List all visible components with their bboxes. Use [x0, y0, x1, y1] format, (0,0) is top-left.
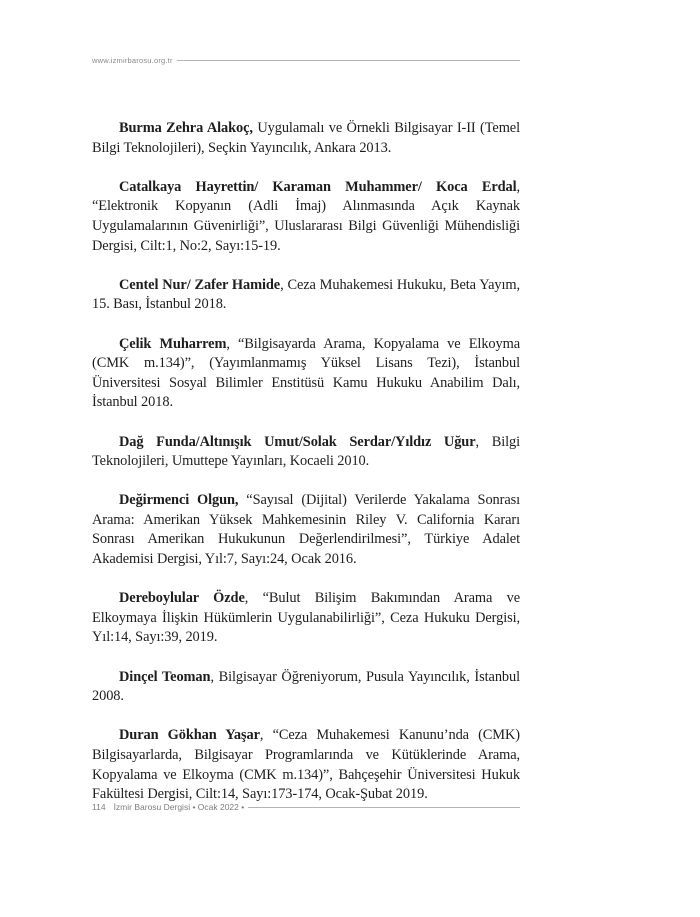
entry-author: Çelik Muharrem — [119, 335, 227, 352]
entry-text: , “Bilgisayarda Arama, Kopyalama ve Elkoyma (CMK m.134)”, (Yayımlanmamış Yüksel Lisans Tezi), İstanbul Üniversitesi Sosyal Bilimler Enstitüsü Kamu Hukuku Anabilim Dalı, İstanbul 2018. — [92, 335, 521, 411]
footer-journal-title: İzmir Barosu Dergisi • Ocak 2022 • — [113, 802, 245, 812]
header-rule — [177, 60, 520, 61]
footer-rule — [248, 807, 520, 808]
bibliography-entry — [92, 668, 520, 707]
bibliography-entry — [92, 335, 520, 413]
entry-text: “Sayısal (Dijital) Verilerde Yakalama Sonrası Arama: Amerikan Yüksek Mahkemesinin Riley V. California Kararı Sonrası Amerikan Hukukunun Değerlendirilmesi”, Türkiye Adalet Akademisi Dergisi, Yıl:7, Sayı:24, Ocak 2016. — [92, 492, 521, 568]
entry-text: Uygulamalı ve Örnekli Bilgisayar I-II (Temel Bilgi Teknolojileri), Seçkin Yayıncılık, Ankara 2013. — [92, 120, 520, 156]
entry-author: Dinçel Teoman — [119, 668, 211, 685]
entry-author: Burma Zehra Alakoç, — [119, 120, 253, 136]
bibliography-entry — [92, 119, 520, 158]
entry-text: , “Elektronik Kopyanın (Adli İmaj) Alınmasında Açık Kaynak Uygulamalarının Güvenirliği”, Uluslararası Bilgi Güvenliği Mühendisliği Dergisi, Cilt:1, No:2, Sayı:15-19. — [92, 178, 520, 254]
bibliography-entry — [92, 276, 520, 315]
bibliography-entry — [92, 726, 520, 804]
entry-author: Catalkaya Hayrettin/ Karaman Muhammer/ Koca Erdal — [119, 178, 517, 195]
entry-author: Dereboylular Özde — [119, 590, 245, 607]
entry-text: , “Bulut Bilişim Bakımından Arama ve Elkoymaya İlişkin Hükümlerin Uygulanabilirliği”, Ceza Hukuku Dergisi, Yıl:14, Sayı:39, 2019. — [92, 590, 520, 646]
bibliography-entry — [92, 433, 520, 472]
bibliography-entry — [92, 491, 520, 569]
bibliography-entry — [92, 589, 520, 648]
entry-author: Duran Gökhan Yaşar — [119, 727, 260, 744]
bibliography-entry — [92, 178, 520, 256]
entry-text: , Bilgisayar Öğreniyorum, Pusula Yayıncılık, İstanbul 2008. — [92, 668, 520, 705]
page-header — [92, 54, 520, 66]
entry-text: , Bilgi Teknolojileri, Umuttepe Yayınları, Kocaeli 2010. — [92, 433, 520, 470]
entry-author: Değirmenci Olgun, — [119, 492, 239, 509]
entry-author: Centel Nur/ Zafer Hamide — [119, 276, 281, 293]
entry-author: Dağ Funda/Altınışık Umut/Solak Serdar/Yıldız Uğur — [119, 433, 476, 450]
bibliography-list — [92, 119, 520, 824]
header-url: www.izmirbarosu.org.tr — [92, 55, 173, 65]
page-footer — [92, 800, 520, 814]
page-number: 114 — [92, 802, 106, 812]
entry-text: , Ceza Muhakemesi Hukuku, Beta Yayım, 15. Bası, İstanbul 2018. — [92, 276, 520, 313]
entry-text: , “Ceza Muhakemesi Kanunu’nda (CMK) Bilgisayarlarda, Bilgisayar Programlarında ve Kütüklerinde Arama, Kopyalama ve Elkoyma (CMK m.134)”, Bahçeşehir Üniversitesi Hukuk Fakültesi Dergisi, Cilt:14, Sayı:173-174, Ocak-Şubat 2019. — [92, 727, 520, 803]
